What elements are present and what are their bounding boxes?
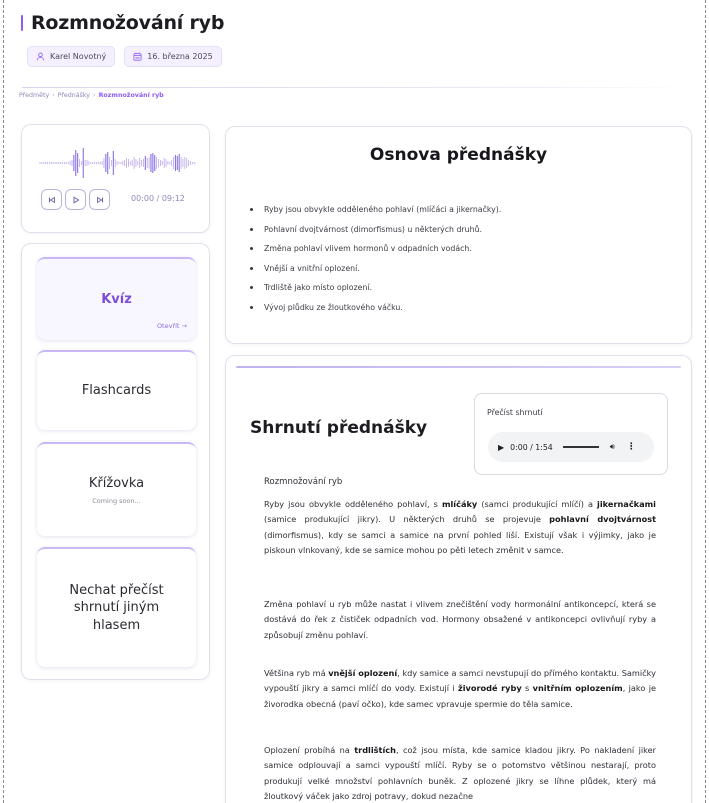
page-title: Rozmnožování ryb [31, 12, 225, 34]
play-icon [72, 196, 80, 204]
alternate-voice-tile[interactable] [37, 547, 196, 667]
read-summary-box [474, 393, 668, 475]
page-header [21, 12, 224, 34]
summary-accent-line [236, 366, 681, 368]
summary-card [225, 355, 692, 803]
study-tools-card [21, 243, 210, 680]
waveform[interactable] [38, 145, 196, 181]
audio-player-card [21, 124, 210, 233]
more-options-icon[interactable]: ⋮ [626, 442, 636, 452]
breadcrumb [19, 92, 164, 99]
lecture-date: 16. března 2025 [147, 52, 213, 61]
header-divider [22, 87, 695, 88]
calendar-icon [133, 52, 142, 61]
summary-audio-player[interactable] [488, 432, 654, 462]
outline-item: Změna pohlaví vlivem hormonů v odpadních vodách. [250, 239, 501, 259]
audio-progress-slider[interactable] [563, 446, 599, 448]
alternate-voice-label: Nechat přečíst shrnutí jiným hlasem [69, 582, 164, 633]
breadcrumb-separator: › [52, 92, 55, 99]
author-chip [27, 46, 115, 67]
summary-audio-time: 0:00 / 1:54 [510, 442, 553, 452]
summary-paragraph: Oplození probíhá na trdlištích, což jsou místa, kde samice kladou jikry. Po nakladení jiker samice odplouvají a samci vypouští mlíčí. Ryby se o potomstvo většinou nestarají, proto produkují velké množství pohlavních buněk. Z oplozené jikry se líhne plůdek, který má žloutkový váček jako zdroj potravy, dokud nezačne [264, 745, 656, 802]
user-icon [36, 52, 45, 61]
summary-paragraph: Většina ryb má vnější oplození, kdy samice a samci nevstupují do přímého kontaktu. Samičky vypouští jikry a samci mlíčí do vody. Existují i živorodé ryby s vnitřním oplozením, jako je živorodka obecná (paví očko), kde samec vpravuje spermie do těla samice. [264, 668, 657, 709]
summary-paragraph: Změna pohlaví u ryb může nastat i vlivem znečištění vody hormonální antikoncepcí, která se dostává do řek z čističek odpadních vod. Hormony obsažené v antikoncepci ovlivňují ryby a způsobují změnu pohlaví. [264, 599, 656, 640]
player-controls [41, 189, 110, 210]
breadcrumb-separator: › [93, 92, 96, 99]
quiz-tile[interactable] [37, 257, 196, 340]
outline-item: Trdliště jako místo oplození. [250, 278, 501, 298]
outline-item: Pohlavní dvojtvárnost (dimorfismus) u některých druhů. [250, 220, 501, 240]
skip-forward-icon [96, 196, 104, 204]
skip-forward-button[interactable] [89, 189, 110, 210]
author-name: Karel Novotný [50, 52, 107, 61]
outline-item: Vnější a vnitřní oplození. [250, 259, 501, 279]
play-button[interactable] [65, 189, 86, 210]
summary-paragraph: Ryby jsou obvykle odděleného pohlaví, s mlíčáky (samci produkující mlíčí) a jikernačkami (samice produkující jikry). U některých druhů se projevuje pohlavní dvojtvárnost (dimorfismus), kdy se samci a samice na první pohled liší. Existují však i výjimky, jako je piskoun vlnkovaný, kde se samice mohou po pěti letech změnit v samce. [264, 499, 656, 556]
breadcrumb-item-current: Rozmnožování ryb [98, 92, 164, 99]
title-accent-bar [21, 15, 23, 31]
breadcrumb-item-subjects[interactable]: Předměty [19, 92, 50, 99]
outline-list [250, 200, 501, 317]
outline-item: Vývoj plůdku ze žloutkového váčku. [250, 298, 501, 318]
player-time: 00:00 / 09:12 [131, 194, 185, 203]
breadcrumb-item-lectures[interactable]: Přednášky [57, 92, 91, 99]
quiz-open-link[interactable]: Otevřít → [156, 322, 187, 330]
page-frame [3, 0, 706, 803]
skip-back-icon [48, 196, 56, 204]
flashcards-label: Flashcards [81, 383, 152, 399]
play-icon[interactable]: ▶ [498, 442, 505, 452]
read-summary-label: Přečíst shrnutí [487, 408, 543, 417]
crossword-label: Křížovka [88, 476, 145, 492]
volume-icon[interactable]: 🔊︎ [609, 442, 615, 451]
crossword-tile[interactable] [37, 442, 196, 536]
summary-doc-title: Rozmnožování ryb [264, 477, 343, 487]
skip-back-button[interactable] [41, 189, 62, 210]
outline-card [225, 126, 692, 344]
outline-title: Osnova přednášky [369, 145, 548, 165]
flashcards-tile[interactable] [37, 350, 196, 430]
crossword-status: Coming soon... [92, 496, 141, 505]
quiz-label: Kvíz [101, 291, 132, 307]
date-chip [124, 46, 221, 67]
meta-chips [27, 46, 222, 67]
outline-item: Ryby jsou obvykle odděleného pohlaví (mlíčáci a jikernačky). [250, 200, 501, 220]
summary-title: Shrnutí přednášky [250, 418, 428, 438]
